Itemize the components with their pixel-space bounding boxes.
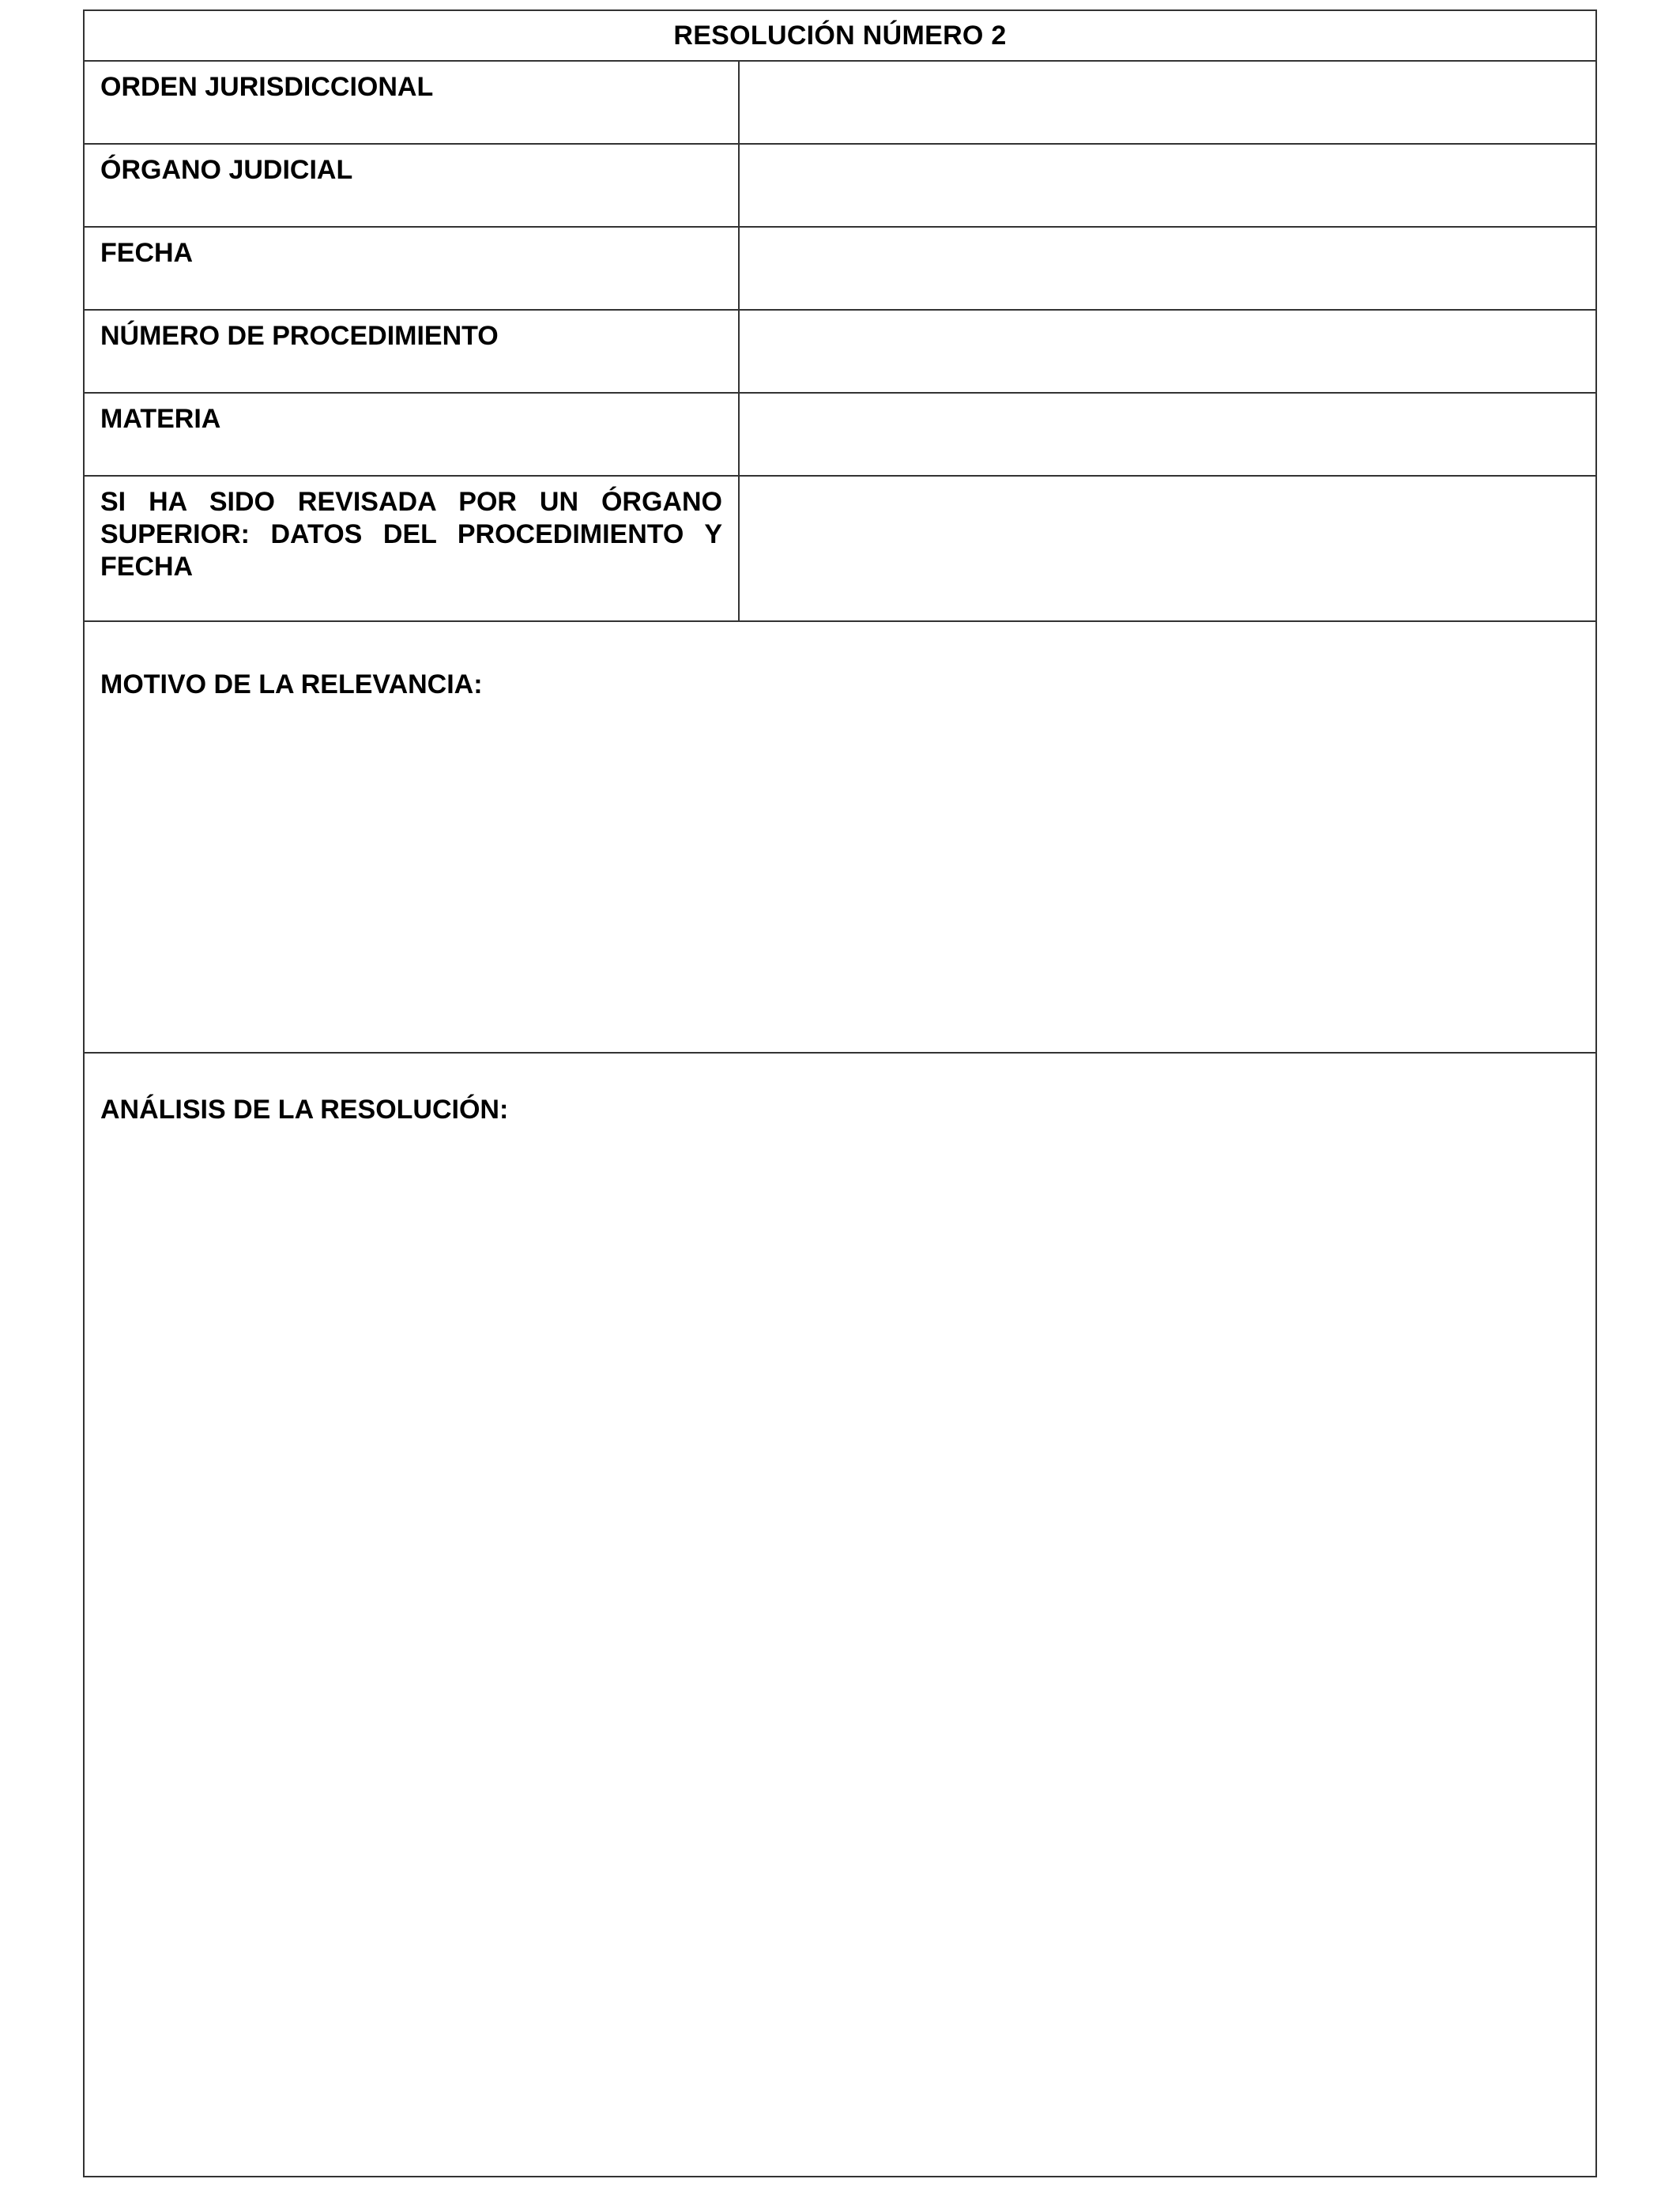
field-label-materia: MATERIA	[85, 394, 740, 475]
field-label-fecha: FECHA	[85, 228, 740, 309]
field-row-numero-procedimiento	[85, 311, 1595, 394]
field-row-revision-organo-superior	[85, 477, 1595, 622]
field-value-revision-organo-superior[interactable]	[740, 477, 1595, 620]
section-motivo-relevancia[interactable]	[85, 622, 1595, 1054]
field-row-orden-jurisdiccional	[85, 62, 1595, 145]
field-label-revision-organo-superior: SI HA SIDO REVISADA POR UN ÓRGANO SUPERIOR: DATOS DEL PROCEDIMIENTO Y FECHA	[85, 477, 740, 620]
field-label-numero-procedimiento: NÚMERO DE PROCEDIMIENTO	[85, 311, 740, 392]
field-label-organo-judicial: ÓRGANO JUDICIAL	[85, 145, 740, 226]
form-title: RESOLUCIÓN NÚMERO 2	[85, 11, 1595, 62]
field-row-organo-judicial	[85, 145, 1595, 228]
field-value-orden-jurisdiccional[interactable]	[740, 62, 1595, 143]
field-row-materia	[85, 394, 1595, 477]
field-value-materia[interactable]	[740, 394, 1595, 475]
resolution-form	[83, 9, 1597, 2177]
field-value-numero-procedimiento[interactable]	[740, 311, 1595, 392]
section-label-analisis-resolucion: ANÁLISIS DE LA RESOLUCIÓN:	[100, 1095, 509, 1125]
section-label-motivo-relevancia: MOTIVO DE LA RELEVANCIA:	[100, 669, 483, 699]
field-label-orden-jurisdiccional: ORDEN JURISDICCIONAL	[85, 62, 740, 143]
field-row-fecha	[85, 228, 1595, 311]
section-analisis-resolucion[interactable]	[85, 1054, 1595, 2176]
field-value-fecha[interactable]	[740, 228, 1595, 309]
field-value-organo-judicial[interactable]	[740, 145, 1595, 226]
